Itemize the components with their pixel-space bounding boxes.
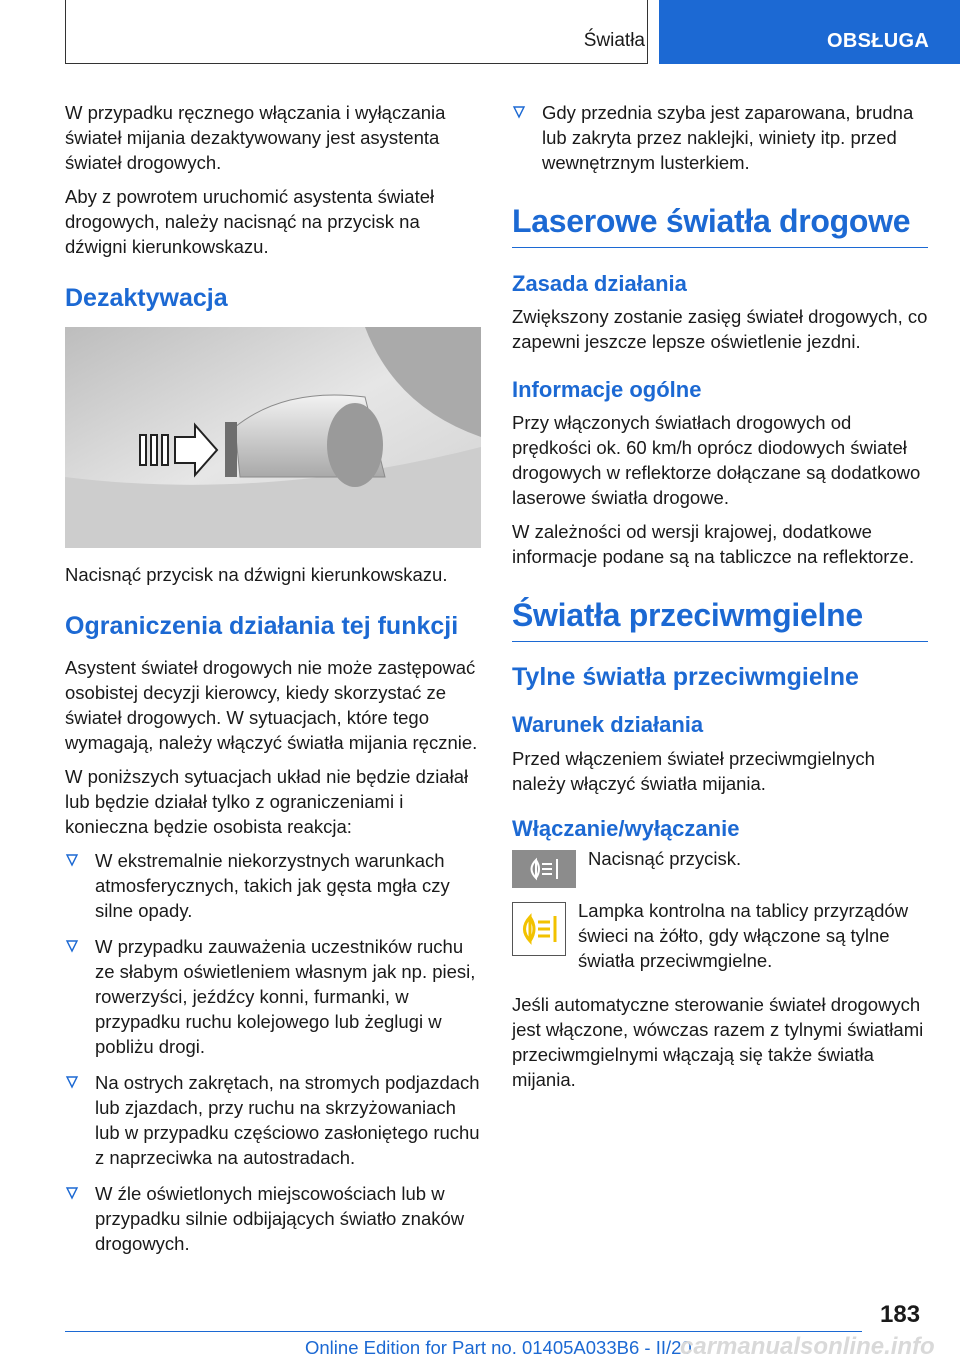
triangle-bullet-icon [65,1075,79,1089]
list-item [65,1070,481,1170]
limitations-list-continued [512,100,928,175]
list-item-text: Gdy przednia szyba jest zaparowana, brudna lub zakryta przez naklejki, winiety itp. przed wewnętrznym lusterkiem. [542,102,914,173]
paragraph: Jeśli automatyczne sterowanie świateł drogowych jest włączone, wówczas razem z tylnymi światłami przeciwmgielnymi włączają się także światła mijania. [512,994,924,1090]
paragraph: Aby z powrotem uruchomić asystenta świateł drogowych, należy nacisnąć na przycisk na dźwigni kierunkowskazu. [65,186,435,257]
heading-zasada: Zasada działania [512,271,687,296]
triangle-bullet-icon [65,853,79,867]
list-item [65,934,481,1059]
photo-caption: Nacisnąć przycisk na dźwigni kierunkowskazu. [65,564,448,585]
triangle-bullet-icon [65,1186,79,1200]
rear-fog-indicator-icon [512,902,566,956]
list-item-text: W przypadku zauważenia uczestników ruchu ze słabym oświetleniem własnym jak np. piesi, rowerzyści, jeźdźcy konni, furmanki, w przypadku ruchu kolejowego lub żeglugi w pobliżu drogi. [95,936,476,1057]
heading-dezaktywacja: Dezaktywacja [65,284,228,312]
list-item-text: Na ostrych zakrętach, na stromych podjazdach lub zjazdach, przy ruchu na skrzyżowaniach lub w przypadku częściowo zasłoniętego ruchu z naprzeciwka na autostradach. [95,1072,480,1168]
paragraph: W przypadku ręcznego włączania i wyłączania świateł mijania dezaktywowany jest asystenta świateł drogowych. [65,102,446,173]
heading-tylne: Tylne światła przeciwmgielne [512,663,859,691]
heading-ograniczenia: Ograniczenia działania tej funkcji [65,612,459,640]
list-item [512,100,928,175]
heading-przeciwmgielne: Światła przeciwmgielne [512,595,928,642]
header-frame [65,0,648,64]
heading-laserowe: Laserowe światła drogowe [512,201,928,248]
heading-wlaczanie: Włączanie/wyłączanie [512,816,740,841]
right-column [512,100,928,1101]
triangle-bullet-icon [65,939,79,953]
heading-warunek: Warunek działania [512,712,704,737]
list-item-text: W źle oświetlonych miejscowościach lub w przypadku silnie odbijających światło znaków drogowych. [95,1183,465,1254]
heading-informacje: Informacje ogólne [512,377,702,402]
paragraph: Przy włączonych światłach drogowych od prędkości ok. 60 km/h oprócz diodowych świateł drogowych w reflektorze dołączane są dodatkowo laserowe światła drogowe. [512,412,921,508]
list-item [65,1181,481,1256]
watermark: carmanualsonline.info [680,1333,935,1360]
triangle-bullet-icon [512,105,526,119]
paragraph: Przed włączeniem świateł przeciwmgielnych należy włączyć światła mijania. [512,748,875,794]
list-item-text: W ekstremalnie niekorzystnych warunkach atmosferycznych, takich jak gęsta mgła czy silne opady. [95,850,450,921]
instruction-text: Nacisnąć przycisk. [588,848,742,869]
header-chapter-tab: OBSŁUGA [659,0,960,64]
indicator-text: Lampka kontrolna na tablicy przyrządów świeci na żółto, gdy włączone są tylne światła przeciwmgielne. [578,900,909,971]
paragraph: Asystent świateł drogowych nie może zastępować osobistej decyzji kierowcy, kiedy skorzystać ze świateł drogowych. W sytuacjach, które tego wymagają, należy włączyć światła mijania ręcznie. [65,657,478,753]
paragraph: W poniższych sytuacjach układ nie będzie działał lub będzie działał tylko z ograniczeniami i konieczna będzie osobista reakcja: [65,766,469,837]
indicator-instruction [512,902,928,982]
rear-fog-button-icon [512,850,576,888]
limitations-list [65,848,481,1256]
page-number: 183 [880,1301,921,1328]
paragraph: W zależności od wersji krajowej, dodatkowe informacje podane są na tabliczce na reflektorze. [512,521,915,567]
paragraph: Zwiększony zostanie zasięg świateł drogowych, co zapewni jeszcze lepsze oświetlenie jezdni. [512,306,928,352]
button-instruction [512,850,928,888]
left-column [65,100,481,1267]
list-item [65,848,481,923]
header-section-title: Światła [583,30,645,51]
stalk-button-photo [65,327,481,548]
footer-divider [65,1331,862,1332]
footer-edition: Online Edition for Part no. 01405A033B6 - II/20 [305,1337,692,1358]
